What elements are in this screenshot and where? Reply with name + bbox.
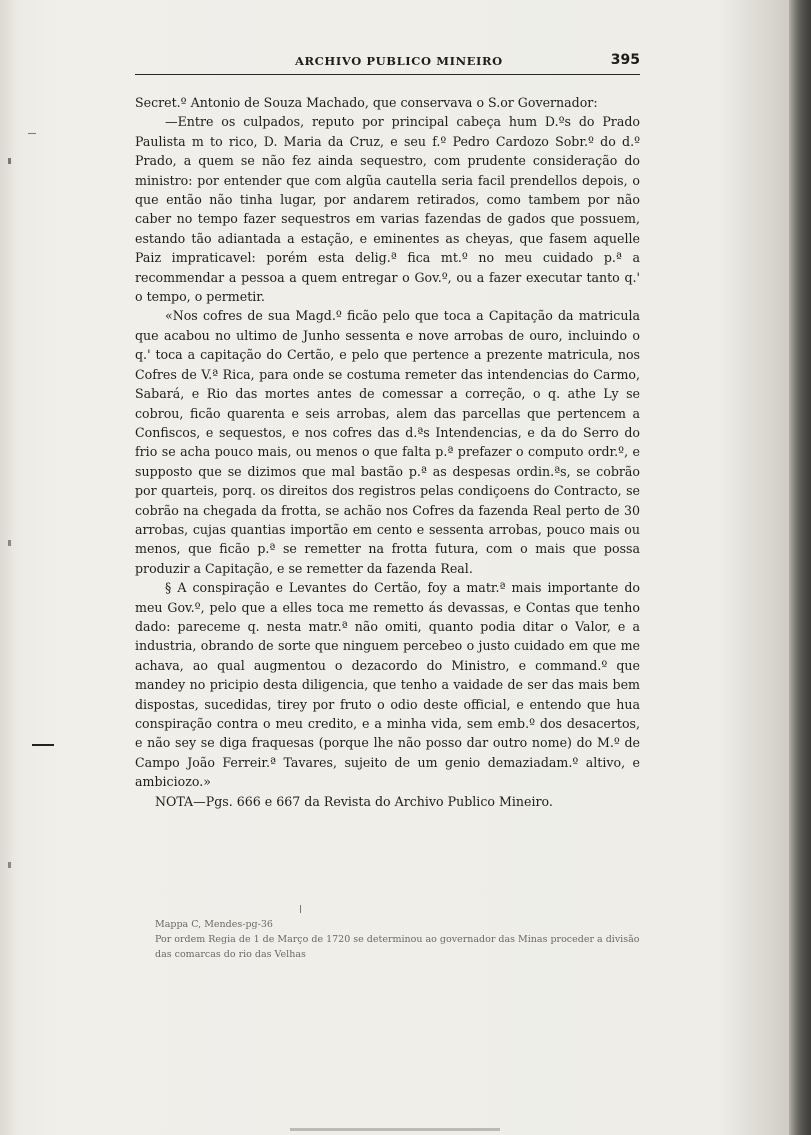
book-gutter-shadow [789, 0, 811, 1135]
margin-tick [8, 540, 11, 546]
footnote-1: Mappa C, Mendes-pg-36 [155, 919, 273, 930]
paragraph-conspiracao: § A conspiração e Levantes do Certão, foy a matr.ª mais importante do meu Gov.º, pelo que a elles toca me remetto ás devassas, e Contas que tenho dado: pareceme q. nesta matr.ª não omiti, quanto podia ditar o Valor, e a industria, obrando de sorte que ninguem percebeo o justo cuidado em que me achava, ao qual augmentou o dezacordo do Ministro, e command.º que mandey no pricipio desta diligencia, que tenho a vaidade de ser das mais bem dispostas, sucedidas, tirey por fruto o odio deste official, e entendo que hua conspiração contra o meu credito, e a minha vida, sem emb.º dos desacertos, e não sey se diga fraquesas (porque lhe não posso dar outro nome) do M.º de Campo João Ferreir.ª Tavares, sujeito de um genio demaziadam.º altivo, e ambiciozo.» [135, 580, 640, 790]
footnotes [155, 917, 645, 962]
body-text [135, 93, 640, 811]
margin-tick [28, 133, 36, 134]
bottom-smudge [290, 1128, 500, 1131]
header-title: ARCHIVO PUBLICO MINEIRO [295, 54, 503, 68]
footnote-mark [300, 905, 305, 913]
paragraph-cofres: «Nos cofres de sua Magd.º ficão pelo que toca a Capitação da matricula que acabou no ultimo de Junho sessenta e nove arrobas de ouro, incluindo o q.' toca a capitação do Certão, e pelo que pertence a prezente matricula, nos Cofres de V.ª Rica, para onde se costuma remeter das intendencias do Carmo, Sabará, e Rio das mortes antes de comessar a correção, o q. athe Ly se cobrou, ficão quarenta e seis arrobas, alem das parcellas que pertencem a Confiscos, e sequestos, e nos cofres das d.ªs Intendencias, e da do Serro do frio se acha pouco mais, ou menos o que falta p.ª prefazer o computo ordr.º, e supposto que se dizimos que mal bastão p.ª as despesas ordin.ªs, se cobrão por quarteis, porq. os direitos dos registros pelas condiçoens do Contracto, se cobrão na chegada da frotta, se achão nos Cofres da fazenda Real perto de 30 arrobas, cujas quantias importão em cento e sessenta arrobas, pouco mais ou menos, que ficão p.ª se remetter na frotta futura, com o mais que possa produzir a Capitação, e se remetter da fazenda Real. [135, 308, 640, 576]
paragraph-intro: Secret.º Antonio de Souza Machado, que conservava o S.or Governador: [135, 95, 598, 110]
margin-tick [8, 862, 11, 868]
footnote-2: Por ordem Regia de 1 de Março de 1720 se determinou ao governador das Minas proceder a divisão das comarcas do rio das Velhas [155, 934, 640, 960]
margin-arrow-icon [32, 744, 54, 746]
paragraph-culpados: —Entre os culpados, reputo por principal cabeça hum D.ºs do Prado Paulista m to rico, D. Maria da Cruz, e seu f.º Pedro Cardozo Sobr.º do d.º Prado, a quem se não fez ainda sequestro, com prudente consideração do ministro: por entender que com algũa cautella seria facil prendellos depois, o que então não tinha lugar, por andarem retirados, como tambem por não caber no tempo fazer sequestros em varias fazendas de gados que possuem, estando tão adiantada a estação, e eminentes as cheyas, que fasem aquelle Paiz impraticavel: porém esta delig.ª fica mt.º no meu cuidado p.ª a recommendar a pessoa a quem entregar o Gov.º, ou a fazer executar tanto q.' o tempo, o permetir. [135, 114, 640, 305]
margin-tick [8, 158, 11, 164]
paragraph-nota: NOTA—Pgs. 666 e 667 da Revista do Archivo Publico Mineiro. [155, 793, 553, 809]
running-header [135, 52, 640, 75]
page-number: 395 [610, 52, 640, 68]
